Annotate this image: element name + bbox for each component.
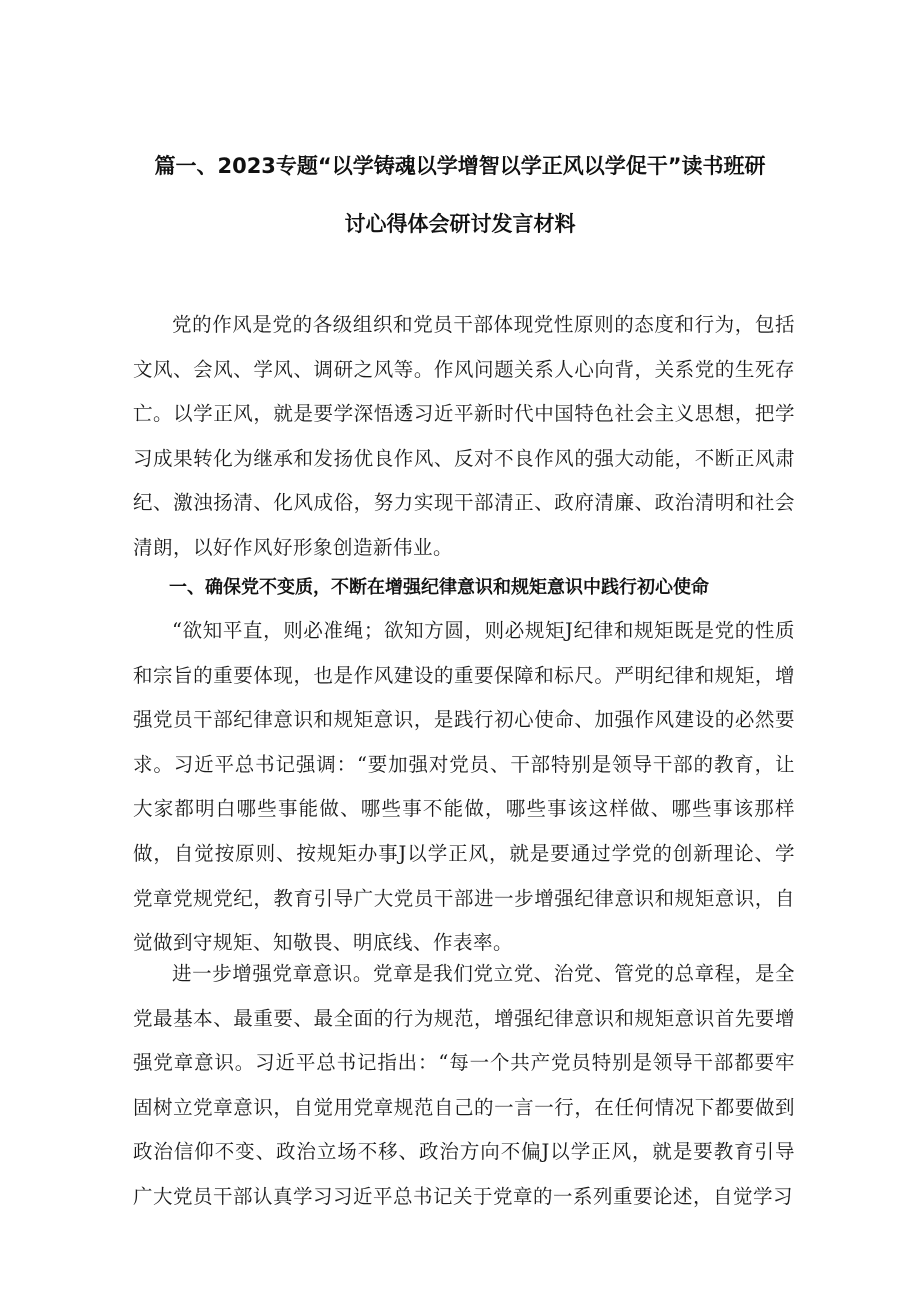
- section-heading-1: 一、确保党不变质，不断在增强纪律意识和规矩意识中践行初心使命: [169, 577, 709, 598]
- paragraph-discipline: “欲知平直，则必准绳；欲知方圆，则必规矩J纪律和规矩既是党的性质和宗旨的重要体现，也是作风建设的重要保障和标尺。严明纪律和规矩，增强党员干部纪律意识和规矩意识，是践行初心使命、加强作风建设的必然要求。习近平总书记强调：“要加强对党员、干部特别是领导干部的教育，让大家都明白哪些事能做、哪些事不能做，哪些事该这样做、哪些事该那样做，自觉按原则、按规矩办事J以学正风，就是要通过学党的创新理论、学党章党规党纪，教育引导广大党员干部进一步增强纪律意识和规矩意识，自觉做到守规矩、知敬畏、明底线、作表率。: [133, 619, 795, 955]
- document-title-line-1: 篇一、2023专题“以学铸魂以学增智以学正风以学促干”读书班研: [154, 154, 766, 178]
- document-title-line-2: 讨心得体会研讨发言材料: [344, 212, 576, 236]
- paragraph-intro: 党的作风是党的各级组织和党员干部体现党性原则的态度和行为，包括文风、会风、学风、调研之风等。作风问题关系人心向背，关系党的生死存亡。以学正风，就是要学深悟透习近平新时代中国特色社会主义思想，把学习成果转化为继承和发扬优良作风、反对不良作风的强大动能，不断正风肃纪、激浊扬清、化风成俗，努力实现干部清正、政府清廉、政治清明和社会清朗，以好作风好形象创造新伟业。: [133, 313, 795, 559]
- paragraph-party-constitution: 进一步增强党章意识。党章是我们党立党、治党、管党的总章程，是全党最基本、最重要、最全面的行为规范，增强纪律意识和规矩意识首先要增强党章意识。习近平总书记指出：“每一个共产党员特别是领导干部都要牢固树立党章意识，自觉用党章规范自己的一言一行，在任何情况下都要做到政治信仰不变、政治立场不移、政治方向不偏J以学正风，就是要教育引导广大党员干部认真学习习近平总书记关于党章的一系列重要论述，自觉学习: [133, 962, 795, 1208]
